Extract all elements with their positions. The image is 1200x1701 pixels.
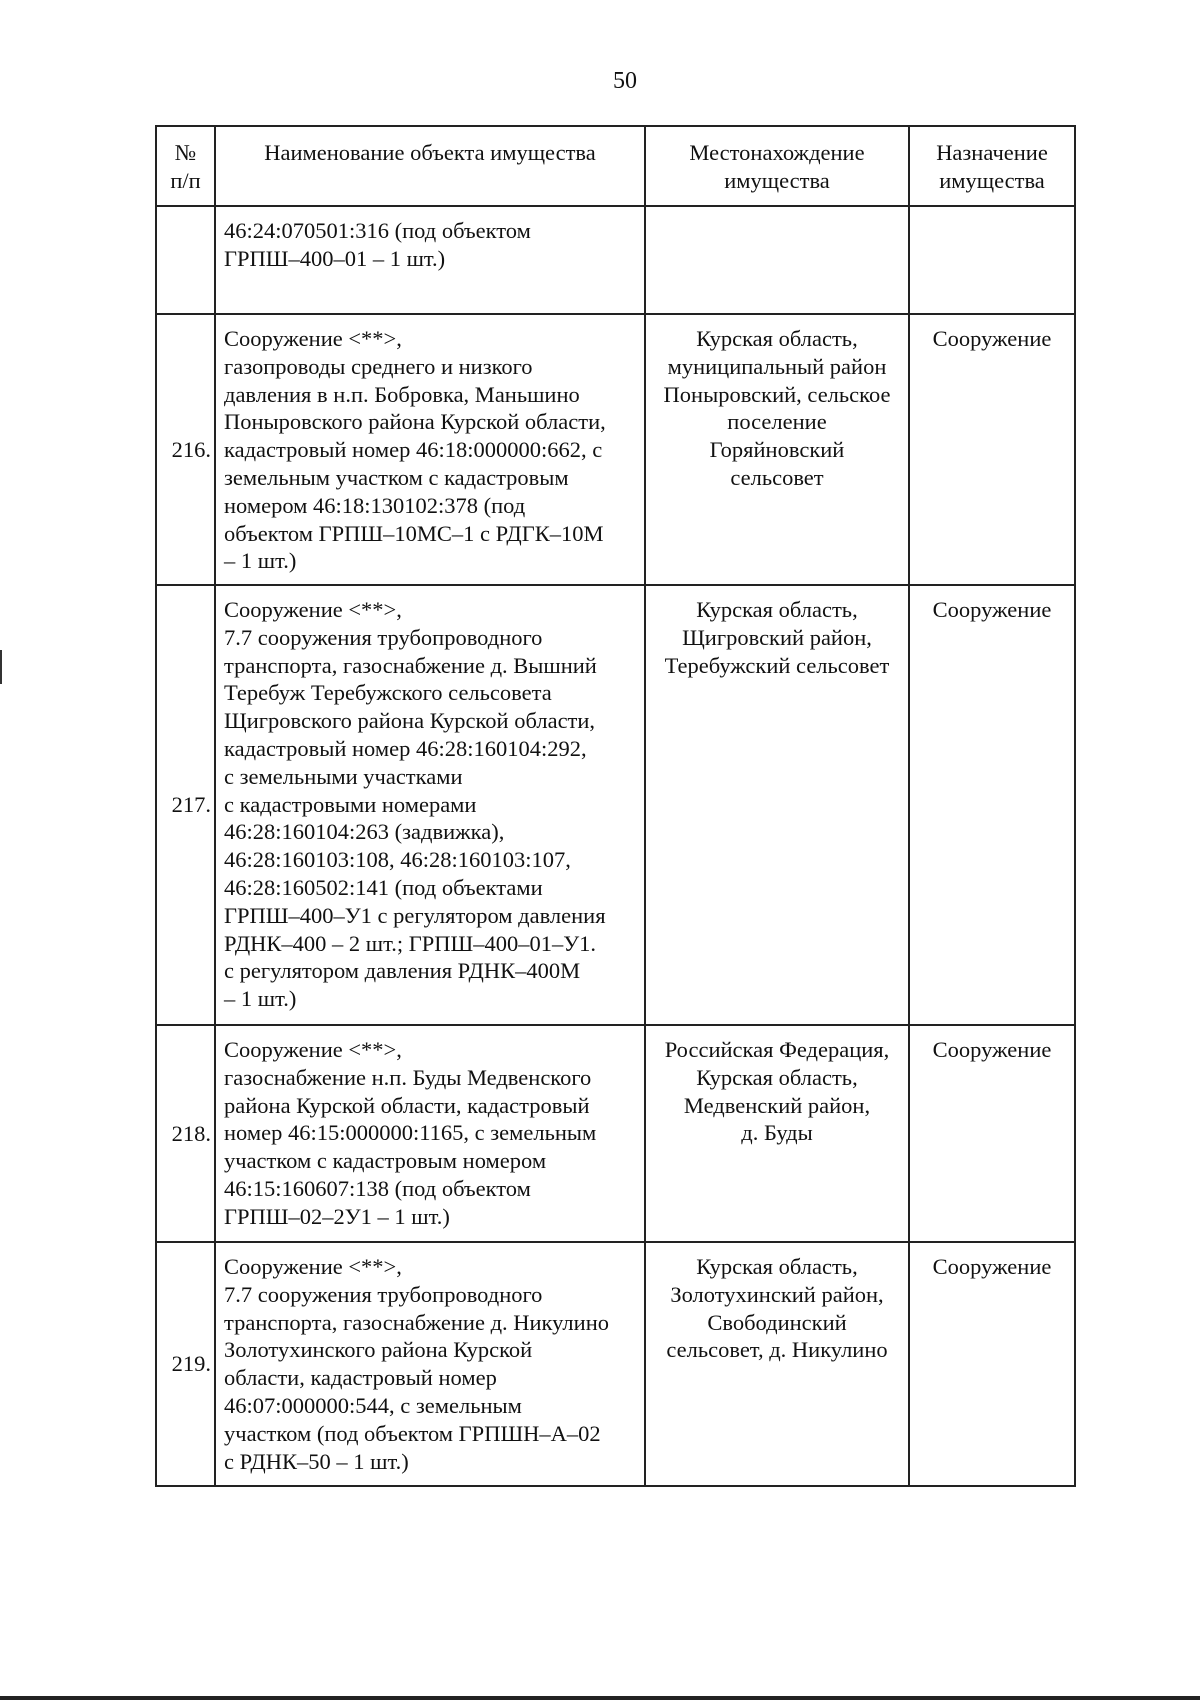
- page-number: 50: [613, 68, 637, 94]
- row-purpose: Сооружение: [909, 1242, 1075, 1486]
- row-purpose: Сооружение: [909, 314, 1075, 585]
- row-number: 216.: [156, 314, 215, 585]
- table-row: [156, 1025, 1075, 1242]
- row-purpose: Сооружение: [909, 1025, 1075, 1242]
- scan-margin-mark: [0, 650, 2, 684]
- header-name: Наименование объекта имущества: [215, 126, 645, 206]
- table-header-row: [156, 126, 1075, 206]
- row-number: 218.: [156, 1025, 215, 1242]
- row-name: Сооружение <**>, газопроводы среднего и низкого давления в н.п. Бобровка, Маньшино Поныровского района Курской области, кадастровый номер 46:18:000000:662, с земельным участком с кадастровым номером 46:18:130102:378 (под объектом ГРПШ–10МС–1 с РДГК–10М – 1 шт.): [215, 314, 645, 585]
- row-number: [156, 206, 215, 314]
- row-purpose: [909, 206, 1075, 314]
- row-name: Сооружение <**>, 7.7 сооружения трубопроводного транспорта, газоснабжение д. Вышний Теребуж Теребужского сельсовета Щигровского района Курской области, кадастровый номер 46:28:160104:292, с земельными участками с кадастровыми номерами 46:28:160104:263 (задвижка), 46:28:160103:108, 46:28:160103:107, 46:28:160502:141 (под объектами ГРПШ–400–У1 с регулятором давления РДНК–400 – 2 шт.; ГРПШ–400–01–У1. с регулятором давления РДНК–400М – 1 шт.): [215, 585, 645, 1025]
- row-name: Сооружение <**>, 7.7 сооружения трубопроводного транспорта, газоснабжение д. Никулино Золотухинского района Курской области, кадастровый номер 46:07:000000:544, с земельным участком (под объектом ГРПШН–А–02 с РДНК–50 – 1 шт.): [215, 1242, 645, 1486]
- row-purpose: Сооружение: [909, 585, 1075, 1025]
- row-number: 219.: [156, 1242, 215, 1486]
- row-location: Курская область, Щигровский район, Теребужский сельсовет: [645, 585, 909, 1025]
- row-location: [645, 206, 909, 314]
- table-row: [156, 206, 1075, 314]
- property-table: [155, 125, 1076, 1487]
- table-row: [156, 314, 1075, 585]
- row-location: Российская Федерация, Курская область, Медвенский район, д. Буды: [645, 1025, 909, 1242]
- header-purpose: Назначение имущества: [909, 126, 1075, 206]
- row-location: Курская область, муниципальный район Поныровский, сельское поселение Горяйновский сельсовет: [645, 314, 909, 585]
- row-name: 46:24:070501:316 (под объектом ГРПШ–400–01 – 1 шт.): [215, 206, 645, 314]
- row-number: 217.: [156, 585, 215, 1025]
- row-name: Сооружение <**>, газоснабжение н.п. Буды Медвенского района Курской области, кадастровый номер 46:15:000000:1165, с земельным участком с кадастровым номером 46:15:160607:138 (под объектом ГРПШ–02–2У1 – 1 шт.): [215, 1025, 645, 1242]
- table-row: [156, 585, 1075, 1025]
- table-row: [156, 1242, 1075, 1486]
- header-location: Местонахождение имущества: [645, 126, 909, 206]
- scan-bottom-edge: [0, 1696, 1200, 1700]
- row-location: Курская область, Золотухинский район, Свободинский сельсовет, д. Никулино: [645, 1242, 909, 1486]
- header-number: № п/п: [156, 126, 215, 206]
